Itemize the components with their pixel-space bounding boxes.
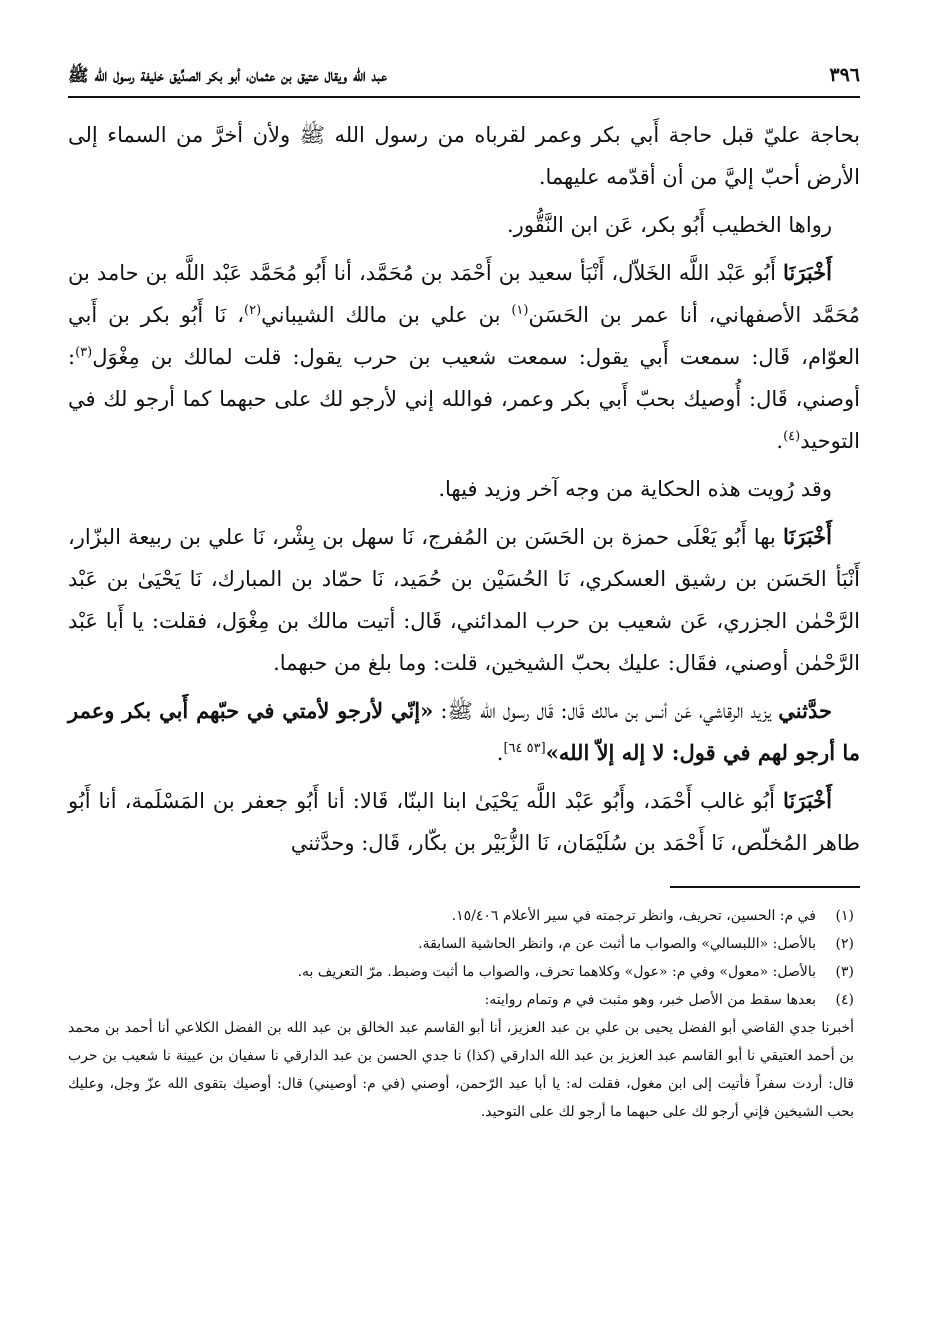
footnote-item xyxy=(68,986,854,1014)
transmission-keyword: أَخْبَرَنَا xyxy=(783,788,832,813)
transmission-keyword: أَخْبَرَنَا xyxy=(783,524,832,549)
running-title: عبد الله ويقال عتيق بن عثمان، أبو بكر الصدِّيق خليفة رسول الله ﷺ xyxy=(68,66,387,86)
transmission-keyword: أَخْبَرَنَا xyxy=(783,260,832,285)
footnote-number: (٣) xyxy=(835,964,854,980)
transmission-keyword: حدَّثني xyxy=(778,698,832,723)
footnote-ref[interactable]: (١) xyxy=(511,303,529,318)
paragraph-isnad-3 xyxy=(68,780,860,864)
footnote-text: بالأصل: «معول» وفي م: «عول» وكلاهما تحرف، والصواب ما أثبت وضبط. مرّ التعريف به. xyxy=(297,964,816,980)
paragraph-text: أَبُو غالب أَحْمَد، وأَبُو عَبْد اللَّه يَحْيَىٰ ابنا البنّا، قَالا: أنا أَبُو جعفر بن المَسْلَمة، أنا أَبُو طاهر المُخلّص، نَا أَحْمَد بن سُلَيْمَان، نَا الزُّبَيْر بن بكّار، قَال: وحدَّثني xyxy=(68,789,860,855)
paragraph-text: يزيد الرقاشي، عَن أنس بن مالك قَال: قَال رسول الله ﷺ: xyxy=(440,699,772,723)
footnote-ref[interactable]: (٤) xyxy=(783,429,801,444)
page-number: ٣٩٦ xyxy=(829,64,860,86)
footnote-text: في م: الحسين، تحريف، وانظر ترجمته في سير الأعلام ١٥/٤٠٦. xyxy=(451,908,816,924)
footnote-text: بعدها سقط من الأصل خبر، وهو مثبت في م وتمام روايته: xyxy=(484,992,816,1008)
footnote-ref[interactable]: (٣) xyxy=(75,345,93,360)
paragraph-isnad-2 xyxy=(68,516,860,684)
running-header xyxy=(68,64,860,98)
paragraph-other-version xyxy=(68,468,860,510)
paragraph-text: بحاجة عليّ قبل حاجة أَبي بكر وعمر لقرباه من رسول الله ﷺ ولأن أخرَّ من السماء إلى الأرض أحبّ إليَّ من أن أقدّمه عليهما. xyxy=(68,123,860,189)
footnote-number: (٢) xyxy=(835,936,854,952)
footnote-divider xyxy=(670,886,860,888)
paragraph-text: : أوصني، قَال: أُوصيك بحبّ أَبي بكر وعمر، فوالله إني لأرجو لك على حبهما كما أرجو لك في التوحيد xyxy=(68,345,860,453)
paragraph-text: بن علي بن مالك الشيباني xyxy=(261,303,501,327)
paragraph-text: . xyxy=(776,429,784,453)
footnotes xyxy=(68,902,860,1126)
footnote-item xyxy=(68,902,854,930)
paragraph-hadith xyxy=(68,690,860,774)
footnote-number: (٤) xyxy=(835,992,854,1008)
footnote-item xyxy=(68,958,854,986)
footnote-ref[interactable]: (٢) xyxy=(244,303,262,318)
paragraph-text: وقد رُويت هذه الحكاية من وجه آخر وزيد فيها. xyxy=(438,477,832,501)
footnote-continuation: أخبرنا جدي القاضي أبو الفضل يحيى بن علي بن عبد العزيز، أنا أبو القاسم عبد الخالق بن عبد الله بن الفضل الكلاعي أنا أحمد بن محمد بن أحمد العتيقي نا أبو القاسم عبد العزيز بن عبد الله الدارقي (كذا) نا جدي الحسن بن عبد الدارقي نا سفيان بن عيينة نا شعيب بن حرب قال: أردت سفراً فأتيت إلى ابن مغول، فقلت له: يا أبا عبد الرّحمن، أوصني (في م: أوصيني) قال: أوصيك بتقوى الله عزّ وجل، وعليك بحب الشيخين فإني أرجو لك على حبهما ما أرجو لك على التوحيد. xyxy=(68,1020,855,1120)
paragraph-continuation xyxy=(68,114,860,198)
book-page xyxy=(68,64,860,1126)
paragraph-isnad-1 xyxy=(68,252,860,462)
paragraph-khatib xyxy=(68,204,860,246)
main-text xyxy=(68,114,860,864)
footnote-item xyxy=(68,930,854,958)
footnote-text: بالأصل: «اللبسالي» والصواب ما أثبت عن م، وانظر الحاشية السابقة. xyxy=(418,936,816,952)
paragraph-text: بها أَبُو يَعْلَى حمزة بن الحَسَن بن المُفرج، نَا سهل بن بِشْر، نَا علي بن ربيعة البزّار، أَنْبَأ الحَسَن بن رشيق العسكري، نَا الحُسَيْن بن حُمَيد، نَا حمّاد بن المبارك، نَا يَحْيَىٰ بن عَبْد الرَّحْمٰن الجزري، عَن شعيب بن حرب المدائني، قَال: أتيت مالك بن مِغْوَل، فقلت: يا أَبا عَبْد الرَّحْمٰن أوصني، فقَال: عليك بحبّ الشيخين، قلت: وما بلغ من حبهما. xyxy=(68,525,860,675)
hadith-reference: [٥٣ ٦٤] xyxy=(503,741,546,756)
paragraph-text: رواها الخطيب أَبُو بكر، عَن ابن النَّقُّور. xyxy=(507,213,832,237)
footnote-number: (١) xyxy=(835,908,854,924)
paragraph-text: . xyxy=(496,741,504,765)
hadith-quote: «إنّي لأرجو لأمتي في حبّهم أَبي بكر وعمر ما أرجو لهم في قول: لا إله إلاّ الله» xyxy=(68,698,860,765)
paragraph-text: أَبُو عَبْد اللَّه الخَلاّل، أَنْبَأ سعيد بن أَحْمَد بن مُحَمَّد، أنا أَبُو مُحَمَّد عَبْد اللَّه بن حامد بن مُحَمَّد الأصفهاني، أنا عمر بن الحَسَن xyxy=(68,261,860,327)
paragraph-text: ، نَا أَبُو بكر بن أَبي العوّام، قَال: سمعت أَبي يقول: سمعت شعيب بن حرب يقول: قلت لمالك بن مِغْوَل xyxy=(68,303,860,369)
